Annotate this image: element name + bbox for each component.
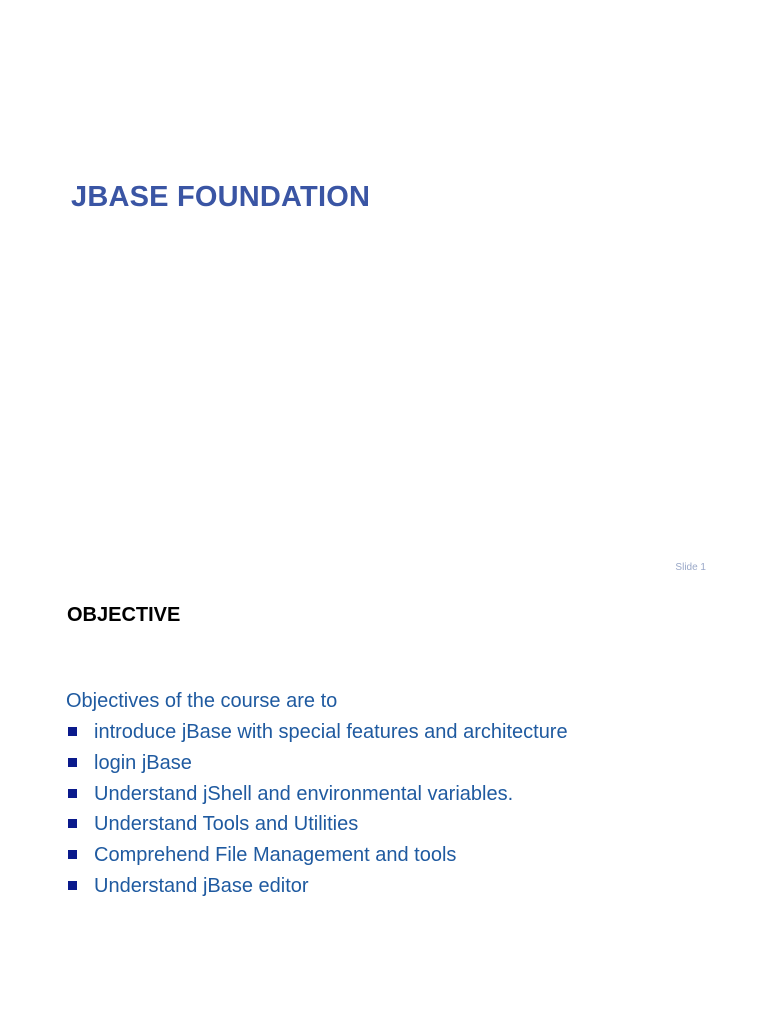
objectives-list bbox=[66, 720, 568, 905]
slide-number: Slide 1 bbox=[675, 562, 706, 573]
objective-text: Understand jBase editor bbox=[94, 874, 309, 897]
objective-item bbox=[66, 874, 568, 905]
objective-item bbox=[66, 751, 568, 782]
objective-text: Understand Tools and Utilities bbox=[94, 813, 359, 836]
objective-item bbox=[66, 720, 568, 751]
square-bullet-icon bbox=[68, 819, 77, 828]
square-bullet-icon bbox=[68, 727, 77, 736]
page-title: JBASE FOUNDATION bbox=[71, 181, 371, 213]
objective-item bbox=[66, 782, 568, 813]
objective-item bbox=[66, 843, 568, 874]
square-bullet-icon bbox=[68, 850, 77, 859]
objectives-intro: Objectives of the course are to bbox=[66, 690, 338, 712]
objective-text: Understand jShell and environmental variables. bbox=[94, 782, 514, 805]
objective-text: introduce jBase with special features and architecture bbox=[94, 721, 568, 743]
objective-item bbox=[66, 812, 568, 843]
square-bullet-icon bbox=[68, 881, 77, 890]
objective-text: login jBase bbox=[94, 751, 192, 774]
objective-heading: OBJECTIVE bbox=[67, 604, 181, 626]
objective-text: Comprehend File Management and tools bbox=[94, 844, 457, 867]
square-bullet-icon bbox=[68, 758, 77, 767]
square-bullet-icon bbox=[68, 789, 77, 798]
